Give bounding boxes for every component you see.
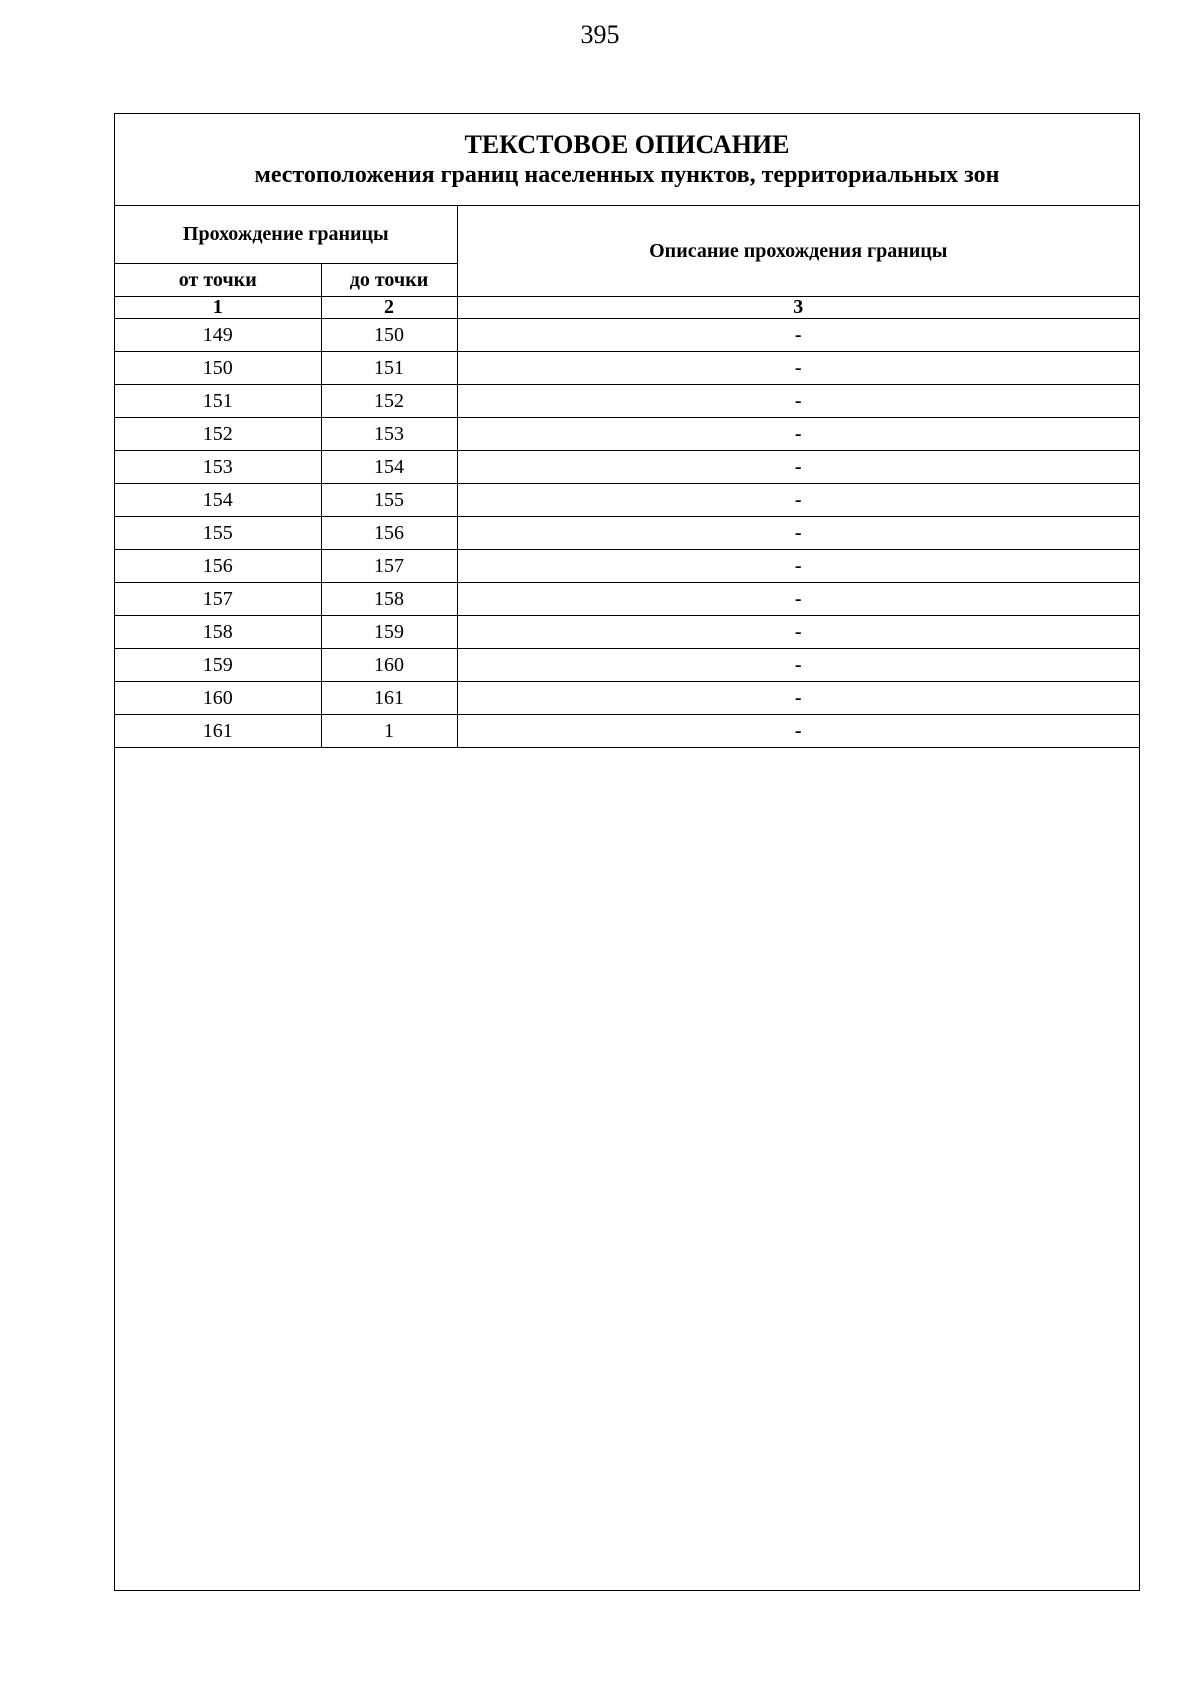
cell-description: - xyxy=(457,385,1139,418)
table-row xyxy=(115,682,1139,715)
cell-from: 156 xyxy=(115,550,321,583)
cell-description: - xyxy=(457,550,1139,583)
header-to-point: до точки xyxy=(321,264,457,297)
cell-to: 159 xyxy=(321,616,457,649)
cell-description: - xyxy=(457,451,1139,484)
cell-to: 154 xyxy=(321,451,457,484)
table-row xyxy=(115,418,1139,451)
cell-from: 158 xyxy=(115,616,321,649)
cell-to: 156 xyxy=(321,517,457,550)
cell-to: 158 xyxy=(321,583,457,616)
cell-from: 153 xyxy=(115,451,321,484)
column-number-3: 3 xyxy=(457,297,1139,319)
table-row xyxy=(115,715,1139,748)
cell-to: 157 xyxy=(321,550,457,583)
cell-description: - xyxy=(457,517,1139,550)
page-number: 395 xyxy=(580,20,620,49)
table-row xyxy=(115,385,1139,418)
cell-description: - xyxy=(457,352,1139,385)
cell-to: 150 xyxy=(321,319,457,352)
header-from-point: от точки xyxy=(115,264,321,297)
cell-description: - xyxy=(457,319,1139,352)
cell-from: 151 xyxy=(115,385,321,418)
table-row xyxy=(115,352,1139,385)
column-number-1: 1 xyxy=(115,297,321,319)
cell-from: 155 xyxy=(115,517,321,550)
cell-description: - xyxy=(457,682,1139,715)
cell-to: 152 xyxy=(321,385,457,418)
cell-description: - xyxy=(457,616,1139,649)
column-number-2: 2 xyxy=(321,297,457,319)
cell-description: - xyxy=(457,583,1139,616)
cell-from: 160 xyxy=(115,682,321,715)
header-description: Описание прохождения границы xyxy=(457,206,1139,297)
cell-from: 161 xyxy=(115,715,321,748)
table-row xyxy=(115,550,1139,583)
cell-to: 160 xyxy=(321,649,457,682)
cell-to: 155 xyxy=(321,484,457,517)
cell-from: 150 xyxy=(115,352,321,385)
cell-from: 152 xyxy=(115,418,321,451)
cell-from: 159 xyxy=(115,649,321,682)
cell-to: 151 xyxy=(321,352,457,385)
document-title: ТЕКСТОВОЕ ОПИСАНИЕ xyxy=(464,130,790,159)
table-row xyxy=(115,583,1139,616)
title-block xyxy=(115,114,1139,206)
table-row xyxy=(115,616,1139,649)
table-row xyxy=(115,649,1139,682)
boundary-table xyxy=(115,206,1139,748)
cell-description: - xyxy=(457,649,1139,682)
table-row xyxy=(115,451,1139,484)
header-boundary-passage: Прохождение границы xyxy=(115,206,457,264)
cell-from: 157 xyxy=(115,583,321,616)
cell-to: 161 xyxy=(321,682,457,715)
document-frame xyxy=(114,113,1140,1591)
cell-to: 1 xyxy=(321,715,457,748)
cell-description: - xyxy=(457,715,1139,748)
cell-to: 153 xyxy=(321,418,457,451)
table-row xyxy=(115,517,1139,550)
cell-from: 154 xyxy=(115,484,321,517)
document-subtitle: местоположения границ населенных пунктов, территориальных зон xyxy=(254,162,1000,188)
cell-description: - xyxy=(457,418,1139,451)
cell-description: - xyxy=(457,484,1139,517)
table-row xyxy=(115,484,1139,517)
table-row xyxy=(115,319,1139,352)
cell-from: 149 xyxy=(115,319,321,352)
